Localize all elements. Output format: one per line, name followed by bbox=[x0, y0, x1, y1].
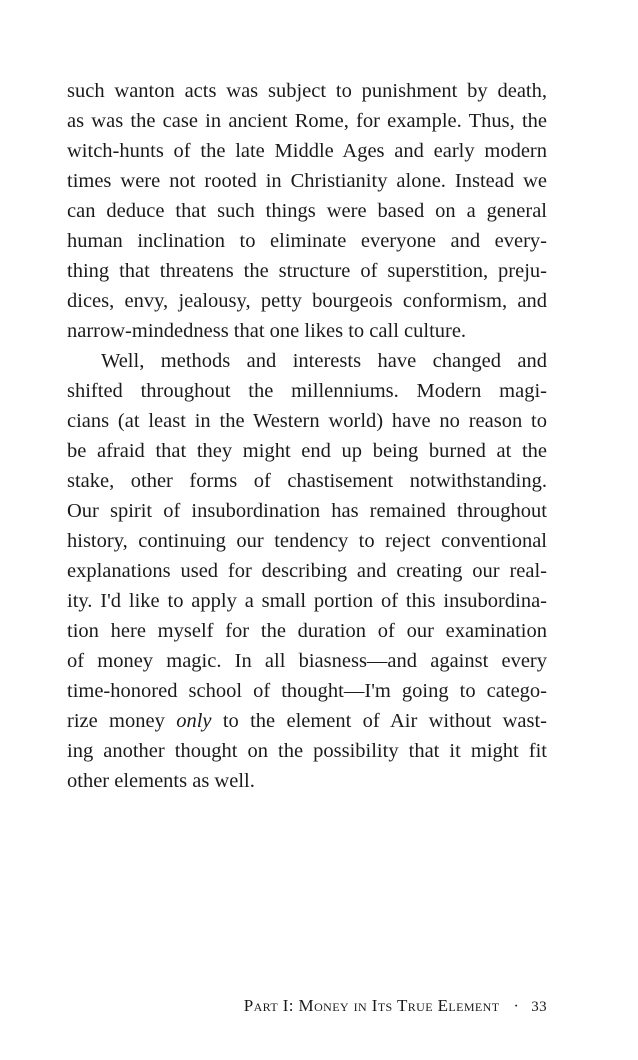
text-line: other elements as well. bbox=[67, 770, 255, 792]
page-number: 33 bbox=[531, 999, 547, 1015]
text-line: history, continuing our tendency to reject conventional bbox=[67, 530, 547, 552]
text-line: such wanton acts was subject to punishment by death, bbox=[67, 80, 547, 102]
text-segment: rize money bbox=[67, 710, 177, 732]
text-line: be afraid that they might end up being burned at the bbox=[67, 440, 547, 462]
paragraph-first-line: Well, methods and interests have changed and bbox=[101, 350, 547, 372]
text-line bbox=[67, 706, 547, 736]
text-line: times were not rooted in Christianity alone. Instead we bbox=[67, 170, 547, 192]
text-line: cians (at least in the Western world) have no reason to bbox=[67, 410, 547, 432]
text-line: as was the case in ancient Rome, for example. Thus, the bbox=[67, 110, 547, 132]
text-line: stake, other forms of chastisement notwithstanding. bbox=[67, 470, 547, 492]
text-line: shifted throughout the millenniums. Modern magi- bbox=[67, 380, 547, 402]
text-line: human inclination to eliminate everyone and every- bbox=[67, 230, 547, 252]
text-line: can deduce that such things were based on a general bbox=[67, 200, 547, 222]
text-line: dices, envy, jealousy, petty bourgeois conformism, and bbox=[67, 290, 547, 312]
text-segment: to the element of Air without wast- bbox=[211, 710, 547, 732]
text-line: narrow-mindedness that one likes to call culture. bbox=[67, 320, 467, 342]
italic-emphasis: only bbox=[176, 710, 212, 732]
text-line: time-honored school of thought—I'm going to catego- bbox=[67, 680, 547, 702]
running-head: Part I: Money in Its True Element bbox=[243, 996, 500, 1015]
text-line: explanations used for describing and creating our real- bbox=[67, 560, 547, 582]
text-line: ity. I'd like to apply a small portion of this insubordina- bbox=[67, 590, 547, 612]
page-footer bbox=[0, 996, 547, 1018]
text-line: of money magic. In all biasness—and against every bbox=[67, 650, 547, 672]
footer-separator: · bbox=[513, 998, 520, 1015]
text-line: tion here myself for the duration of our examination bbox=[67, 620, 547, 642]
text-line: witch-hunts of the late Middle Ages and early modern bbox=[67, 140, 547, 162]
text-line: ing another thought on the possibility that it might fit bbox=[67, 740, 547, 762]
text-line: Our spirit of insubordination has remained throughout bbox=[67, 500, 547, 522]
text-line: thing that threatens the structure of superstition, preju- bbox=[67, 260, 547, 282]
body-text bbox=[67, 76, 547, 796]
